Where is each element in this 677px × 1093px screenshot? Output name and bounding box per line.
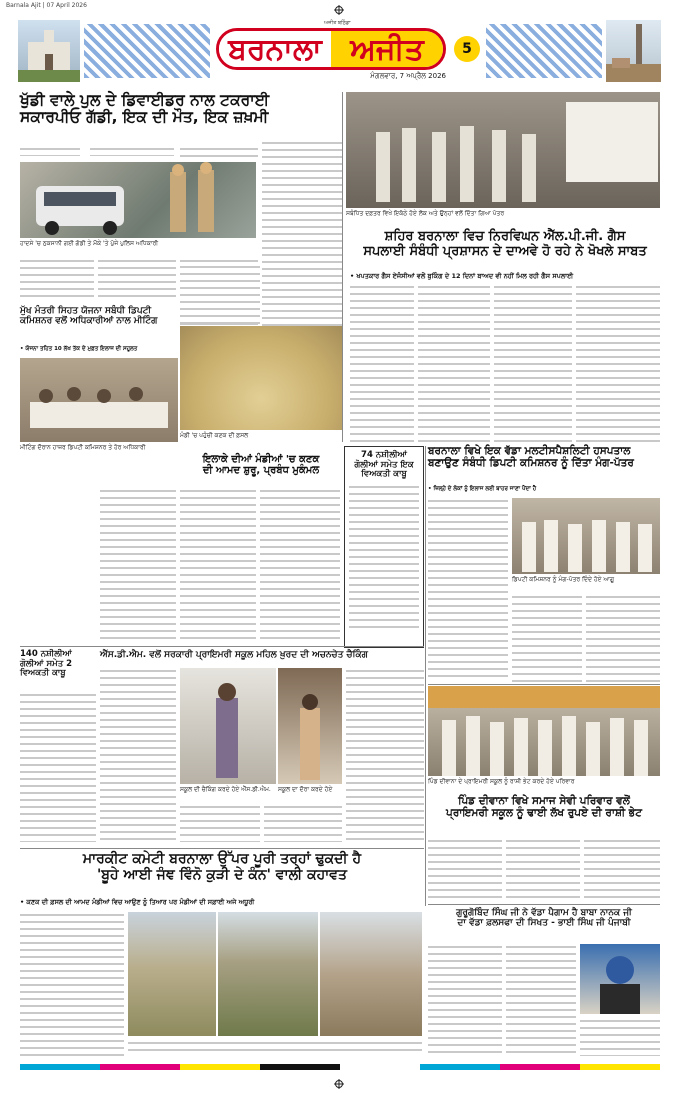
donation-photo (428, 686, 660, 776)
masthead-small-label: ਅਜੀਤ ਬਠਿੰਡਾ (324, 20, 351, 26)
wheat-body-top (180, 264, 260, 324)
wheat-body-c (260, 488, 340, 640)
column-rule (342, 92, 343, 442)
pills140-body (20, 692, 96, 842)
market-subhead: • ਕਣਕ ਦੀ ਫ਼ਸਲ ਦੀ ਆਮਦ ਮੰਡੀਆਂ ਵਿਚ ਆਉਣ ਨੂੰ ਤਿਆਰ ਪਰ ਮੰਡੀਆਂ ਦੀ ਸਫ਼ਾਈ ਅਜੇ ਅਧੂਰੀ (20, 898, 255, 906)
market-headline-line2: 'ਬੂਹੇ ਆਈ ਜੰਞ ਵਿੰਨੋ ਕੁੜੀ ਦੇ ਕੰਨ' ਵਾਲੀ ਕਹਾਵਤ (96, 866, 348, 883)
gurunanak-photo (580, 944, 660, 1014)
donation-body-c (584, 838, 660, 902)
wheat-body-b (180, 488, 256, 640)
lpg-headline (350, 230, 660, 272)
market-headline (20, 852, 424, 896)
sdm-caption-left: ਸਕੂਲ ਦੀ ਚੈਕਿੰਗ ਕਰਦੇ ਹੋਏ ਐੱਸ.ਡੀ.ਐਮ. (180, 786, 271, 793)
sdm-body-b (180, 804, 260, 842)
hospital-body-b (512, 594, 582, 682)
lpg-body-c (494, 284, 572, 442)
wheat-headline (180, 454, 342, 486)
hospital-subhead: • ਜ਼ਿਲ੍ਹੇ ਦੇ ਲੋਕਾਂ ਨੂੰ ਇਲਾਜ ਲਈ ਬਾਹਰ ਜਾਣਾ ਪੈਂਦਾ ਹੈ (428, 486, 537, 492)
hospital-body-a (428, 498, 508, 682)
protest-photo (346, 92, 660, 208)
hospital-headline-line1: ਬਰਨਾਲਾ ਵਿਖੇ ਇਕ ਵੱਡਾ ਮਲਟੀਸਪੈਸ਼ਲਿਟੀ ਹਸਪਤਾਲ (428, 445, 631, 457)
lpg-headline-line2: ਸਪਲਾਈ ਸੰਬੰਧੀ ਪ੍ਰਸ਼ਾਸਨ ਦੇ ਦਾਅਵੇ ਹੋ ਰਹੇ ਨੇ ਖੋਖਲੇ ਸਾਬਤ (363, 243, 647, 259)
hospital-headline-line2: ਬਣਾਉਣ ਸੰਬੰਧੀ ਡਿਪਟੀ ਕਮਿਸ਼ਨਰ ਨੂੰ ਦਿੱਤਾ ਮੰਗ-ਪੱਤਰ (428, 456, 634, 469)
masthead-city: ਬਰਨਾਲਾ (219, 31, 331, 67)
sdm-body-d (346, 668, 424, 842)
gurunanak-headline (428, 908, 660, 942)
lpg-subhead: • ਖਪਤਕਾਰ ਗੈਸ ਏਜੰਸੀਆਂ ਵਲੋਂ ਬੁਕਿੰਗ ਦੇ 12 ਦਿਨਾਂ ਬਾਅਦ ਵੀ ਨਹੀਂ ਮਿਲ ਰਹੀ ਗੈਸ ਸਪਲਾਈ (350, 272, 574, 280)
sdm-body-a (100, 668, 176, 842)
cm-subhead: • ਯੋਜਨਾ ਤਹਿਤ 10 ਲੱਖ ਤੱਕ ਦੇ ਮੁਫ਼ਤ ਇਲਾਜ ਦੀ ਸਹੂਲਤ (20, 346, 138, 352)
cm-headline (20, 306, 180, 346)
accident-body-e (20, 258, 94, 302)
accident-body-b (90, 146, 174, 156)
wheat-body-a (100, 488, 176, 640)
masthead-photo-right (606, 20, 661, 82)
gurunanak-headline-line2: ਦਾ ਵੱਡਾ ਫ਼ਲਸਫਾ ਦੀ ਸਿਖਤ - ਭਾਈ ਸਿੰਘ ਜੀ ਪੰਜਾਬੀ (457, 918, 631, 929)
masthead-photo-left (18, 20, 80, 82)
hospital-body-c (586, 594, 660, 682)
accident-headline (20, 92, 340, 142)
wheat-headline-line2: ਦੀ ਆਮਦ ਸ਼ੁਰੂ, ਪ੍ਰਬੰਧ ਮੁਕੰਮਲ (202, 465, 320, 477)
accident-body-a (20, 146, 80, 156)
pills74-box (344, 446, 424, 648)
cm-headline-line1: ਮੁੱਖ ਮੰਤਰੀ ਸਿਹਤ ਯੋਜਨਾ ਸਬੰਧੀ ਡਿਪਟੀ (20, 306, 152, 316)
column-rule (425, 446, 426, 906)
masthead-pattern-left (84, 24, 210, 78)
gurunanak-headline-line1: ਗੁਰੂਗੋਬਿੰਦ ਸਿੰਘ ਜੀ ਨੇ ਵੱਡਾ ਪੈਗਾਮ ਹੈ ਬਾਬਾ ਨਾਨਕ ਜੀ (456, 908, 632, 918)
market-photo-2 (218, 912, 318, 1036)
lpg-body-a (350, 284, 414, 442)
accident-body-f (98, 258, 176, 302)
pills74-headline (345, 451, 423, 480)
accident-body-d (262, 140, 342, 352)
row-rule (428, 904, 660, 905)
gurunanak-body-b (506, 944, 576, 1056)
hospital-photo (512, 498, 660, 574)
registration-mark-icon (334, 1074, 344, 1084)
sdm-photo-left (180, 668, 276, 784)
sdm-body-c (264, 804, 342, 842)
accident-caption: ਹਾਦਸੇ 'ਚ ਨੁਕਸਾਨੀ ਗਈ ਗੱਡੀ ਤੇ ਮੌਕੇ 'ਤੇ ਪੁੱਜੇ ਪੁਲਿਸ ਅਧਿਕਾਰੀ (20, 240, 159, 247)
pills74-headline-line3: ਵਿਅਕਤੀ ਕਾਬੂ (361, 469, 407, 480)
row-rule (428, 684, 660, 685)
hospital-headline (428, 446, 660, 486)
masthead-logo (216, 28, 446, 70)
hospital-caption: ਡਿਪਟੀ ਕਮਿਸ਼ਨਰ ਨੂੰ ਮੰਗ-ਪੱਤਰ ਦਿੰਦੇ ਹੋਏ ਆਗੂ (512, 576, 615, 583)
donation-headline-line2: ਪ੍ਰਾਇਮਰੀ ਸਕੂਲ ਨੂੰ ਢਾਈ ਲੱਖ ਰੁਪਏ ਦੀ ਰਾਸ਼ੀ ਭੇਟ (446, 806, 642, 819)
market-body-a (20, 912, 124, 1056)
wheat-caption: ਮੰਡੀ 'ਚ ਪਹੁੰਚੀ ਕਣਕ ਦੀ ਫ਼ਸਲ (180, 432, 249, 439)
row-rule (20, 848, 424, 849)
print-slug: Barnala Ajit | 07 April 2026 (6, 2, 87, 9)
pills140-headline-line1: 140 ਨਸ਼ੀਲੀਆਂ (20, 649, 72, 659)
accident-photo (20, 162, 256, 238)
page-number: 5 (454, 36, 480, 62)
pills140-headline-line2: ਗੋਲੀਆਂ ਸਮੇਤ 2 (20, 658, 73, 669)
masthead-paper-name: ਅਜੀਤ (331, 31, 443, 67)
lpg-headline-line1: ਸ਼ਹਿਰ ਬਰਨਾਲਾ ਵਿਚ ਨਿਰਵਿਘਨ ਐੱਲ.ਪੀ.ਜੀ. ਗੈਸ (384, 229, 626, 244)
accident-body-c (180, 146, 258, 162)
lpg-body-b (418, 284, 490, 442)
color-registration-bar (20, 1064, 660, 1070)
pills140-headline (20, 650, 96, 690)
donation-body-b (506, 838, 580, 902)
gurunanak-body-c (580, 1018, 660, 1056)
accident-headline-line2: ਸਕਾਰਪੀਓ ਗੱਡੀ, ਇਕ ਦੀ ਮੌਤ, ਇਕ ਜ਼ਖ਼ਮੀ (20, 108, 269, 127)
masthead-date: ਮੰਗਲਵਾਰ, 7 ਅਪ੍ਰੈਲ 2026 (370, 72, 446, 80)
market-body-b (128, 1040, 422, 1056)
pills74-headline-line1: 74 ਨਸ਼ੀਲੀਆਂ (361, 450, 407, 460)
accident-headline-line1: ਖੁੱਡੀ ਵਾਲੇ ਪੁਲ ਦੇ ਡਿਵਾਈਡਰ ਨਾਲ ਟਕਰਾਈ (20, 91, 270, 109)
sdm-photo-right (278, 668, 342, 784)
donation-body-a (428, 838, 502, 902)
market-photo-3 (320, 912, 422, 1036)
market-photo-1 (128, 912, 216, 1036)
pills74-body (349, 484, 419, 632)
gurunanak-body-a (428, 944, 502, 1056)
donation-headline (428, 796, 660, 836)
donation-caption: ਪਿੰਡ ਦੀਵਾਨਾ ਦੇ ਪ੍ਰਾਇਮਰੀ ਸਕੂਲ ਨੂੰ ਰਾਸ਼ੀ ਭੇਟ ਕਰਦੇ ਹੋਏ ਪਰਿਵਾਰ (428, 778, 575, 785)
masthead (18, 20, 661, 82)
cm-photo (20, 358, 178, 442)
registration-mark-icon (334, 0, 344, 10)
lpg-body-d (576, 284, 660, 442)
protest-caption: ਸਬੰਧਿਤ ਦਫ਼ਤਰ ਵਿਖੇ ਇਕੱਠੇ ਹੋਏ ਲੋਕ ਅਤੇ ਉਨ੍ਹਾਂ ਵਲੋਂ ਦਿੱਤਾ ਗਿਆ ਪੱਤਰ (346, 210, 505, 217)
sdm-headline: ਐੱਸ.ਡੀ.ਐਮ. ਵਲੋਂ ਸਰਕਾਰੀ ਪ੍ਰਾਇਮਰੀ ਸਕੂਲ ਮਹਿਲ ਖ਼ੁਰਦ ਦੀ ਅਚਨਚੇਤ ਚੈਕਿੰਗ (100, 650, 368, 660)
market-headline-line1: ਮਾਰਕੀਟ ਕਮੇਟੀ ਬਰਨਾਲਾ ਉੱਪਰ ਪੂਰੀ ਤਰ੍ਹਾਂ ਢੁਕਦੀ ਹੈ (82, 851, 362, 867)
masthead-pattern-right (486, 24, 602, 78)
sdm-caption-right: ਸਕੂਲ ਦਾ ਦੌਰਾ ਕਰਦੇ ਹੋਏ (278, 786, 333, 793)
wheat-photo (180, 326, 342, 430)
row-rule (20, 646, 424, 647)
cm-headline-line2: ਕਮਿਸ਼ਨਰ ਵਲੋਂ ਅਧਿਕਾਰੀਆਂ ਨਾਲ ਮੀਟਿੰਗ (20, 316, 158, 327)
wheat-headline-line1: ਇਲਾਕੇ ਦੀਆਂ ਮੰਡੀਆਂ 'ਚ ਕਣਕ (202, 454, 320, 465)
pills140-headline-line3: ਵਿਅਕਤੀ ਕਾਬੂ (20, 668, 66, 679)
cm-caption: ਮੀਟਿੰਗ ਦੌਰਾਨ ਹਾਜ਼ਰ ਡਿਪਟੀ ਕਮਿਸ਼ਨਰ ਤੇ ਹੋਰ ਅਧਿਕਾਰੀ (20, 444, 146, 451)
donation-headline-line1: ਪਿੰਡ ਦੀਵਾਨਾ ਵਿਖੇ ਸਮਾਜ ਸੇਵੀ ਪਰਿਵਾਰ ਵਲੋਂ (458, 795, 630, 807)
pills74-headline-line2: ਗੋਲੀਆਂ ਸਮੇਤ ਇਕ (354, 459, 414, 470)
